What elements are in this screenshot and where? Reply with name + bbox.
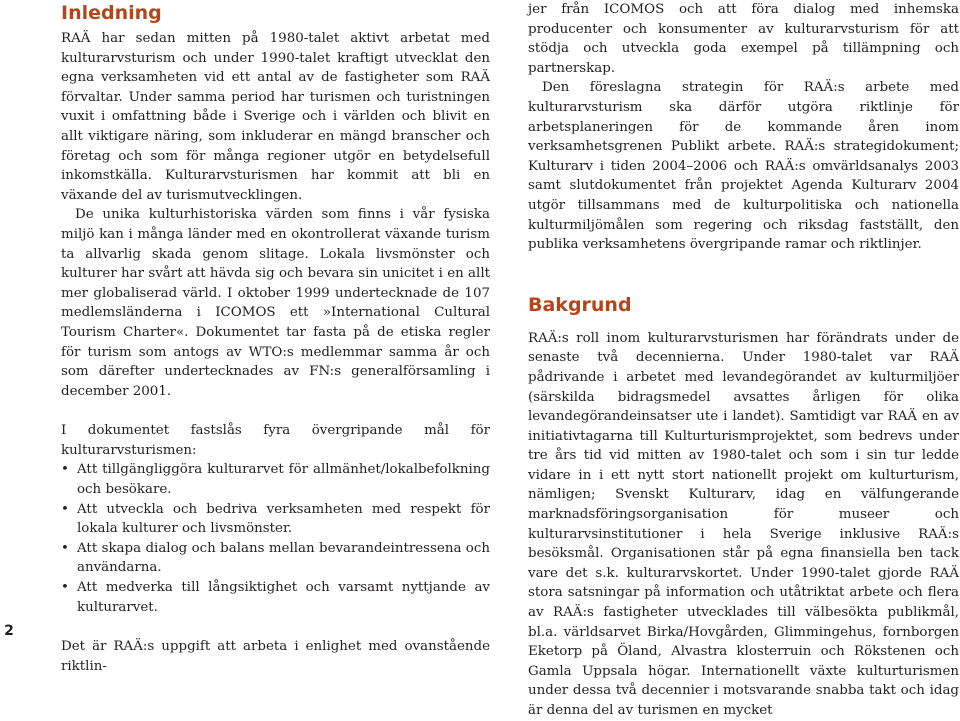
goal-item	[61, 578, 490, 617]
goal-text: Att utveckla och bedriva verksamheten med respekt för lokala kulturer och livsmönster.	[77, 501, 490, 537]
goal-item	[61, 539, 490, 578]
continuation-paragraph: jer från ICOMOS och att föra dialog med inhemska producenter och konsumenter av kulturarvsturism för att stödja och utveckla goda exempel på tillämpning och partnerskap.	[528, 2, 959, 76]
goal-item	[61, 460, 490, 499]
goals-list	[61, 460, 490, 617]
intro-paragraph: RAÄ har sedan mitten på 1980-talet aktivt arbetat med kulturarvsturism och under 1990-talet kraftigt utvecklat den egna verksamheten vid ett antal av de fastigheter som RAÄ förvaltar. Under samma period har turismen och turistningen vuxit i omfattning både i Sverige och i världen och blivit en allt viktigare näring, som inkluderar en mängd branscher och företag och som för många regioner utgör en betydelsefull inkomstkälla. Kulturarvsturismen har kommit att bli en växande del av turismutvecklingen.	[61, 31, 490, 203]
goal-text: Att skapa dialog och balans mellan bevarandeintressena och användarna.	[77, 540, 490, 576]
bullet-icon: •	[61, 580, 69, 596]
section-heading-bakgrund: Bakgrund	[528, 293, 632, 316]
closing-paragraph: Det är RAÄ:s uppgift att arbeta i enlighet med ovanstående riktlin-	[61, 639, 490, 674]
goal-text: Att tillgängliggöra kulturarvet för allmänhet/lokalbefolkning och besökare.	[77, 462, 490, 498]
bullet-icon: •	[61, 540, 69, 556]
left-column	[61, 0, 490, 676]
goal-item	[61, 500, 490, 539]
goal-text: Att medverka till långsiktighet och varsamt nyttjande av kulturarvet.	[77, 580, 490, 615]
background-paragraph: RAÄ:s roll inom kulturarvsturismen har förändrats under de senaste två decennierna. Under 1980-talet var RAÄ pådrivande i arbetet med levandegörandet av kulturmiljöer (särskilda bidragsmedel avsattes årligen för olika levandegörandeinsatser ute i landet). Samtidigt var RAÄ en av initiativtagarna till Kulturturismprojektet, som bedrevs under tre års tid vid mitten av 1980-talet och som i sin tur ledde vidare in i ett nytt stort nationellt projekt om kulturturism, nämligen; Svenskt Kulturarv, idag en välfungerande marknadsföringsorganisation för museer och kulturarvsinstitutioner i hela Sverige inklusive RAÄ:s besöksmål. Organisationen står på egna finansiella ben tack vare det s.k. kulturarvskortet. Under 1990-talet gjorde RAÄ stora satsningar på information och utåtriktat arbete och flera av RAÄ:s fastigheter utvecklades till välbesökta publikmål, bl.a. världsarvet Birka/Hovgården, Glimmingehus, fornborgen Eketorp på Öland, Alvastra klosterruin och Rökstenen och Gamla Uppsala högar. Internationellt växte kulturturismen under dessa två decennier i motsvarande snabba takt och idag är denna del av turismen en mycket	[528, 330, 959, 718]
right-column	[528, 0, 959, 721]
section-heading-inledning: Inledning	[61, 2, 162, 24]
heritage-paragraph: De unika kulturhistoriska värden som finns i vår fysiska miljö kan i många länder med en okontrollerat växande turism ta allvarlig skada genom slitage. Lokala livsmönster och kulturer har svårt att hävda sig och bevara sin unicitet i en allt mer globaliserad värld. I oktober 1999 undertecknade de 107 medlemsländerna i ICOMOS ett »International Cultural Tourism Charter«. Dokumentet tar fasta på de etiska regler för turism som antogs av WTO:s medlemmar samma år och som därefter undertecknades av FN:s generalförsamling i december 2001.	[61, 207, 490, 399]
bullet-icon: •	[61, 462, 69, 478]
page-number: 2	[4, 623, 14, 639]
bullet-icon: •	[61, 501, 69, 517]
strategy-paragraph: Den föreslagna strategin för RAÄ:s arbete med kulturarvsturism ska därför utgöra riktlinje för arbetsplaneringen för de kommande åren inom verksamhetsgrenen Publikt arbete. RAÄ:s strategidokument; Kulturarv i tiden 2004–2006 och RAÄ:s omvärldsanalys 2003 samt slutdokumentet från projektet Agenda Kulturarv 2004 utgör tillsammans med de kulturpolitiska och nationella kulturmiljömålen som regering och riksdag fastställt, den publika verksamhetens övergripande ramar och riktlinjer.	[528, 80, 959, 253]
goals-intro: I dokumentet fastslås fyra övergripande mål för kulturarvsturismen:	[61, 423, 490, 458]
